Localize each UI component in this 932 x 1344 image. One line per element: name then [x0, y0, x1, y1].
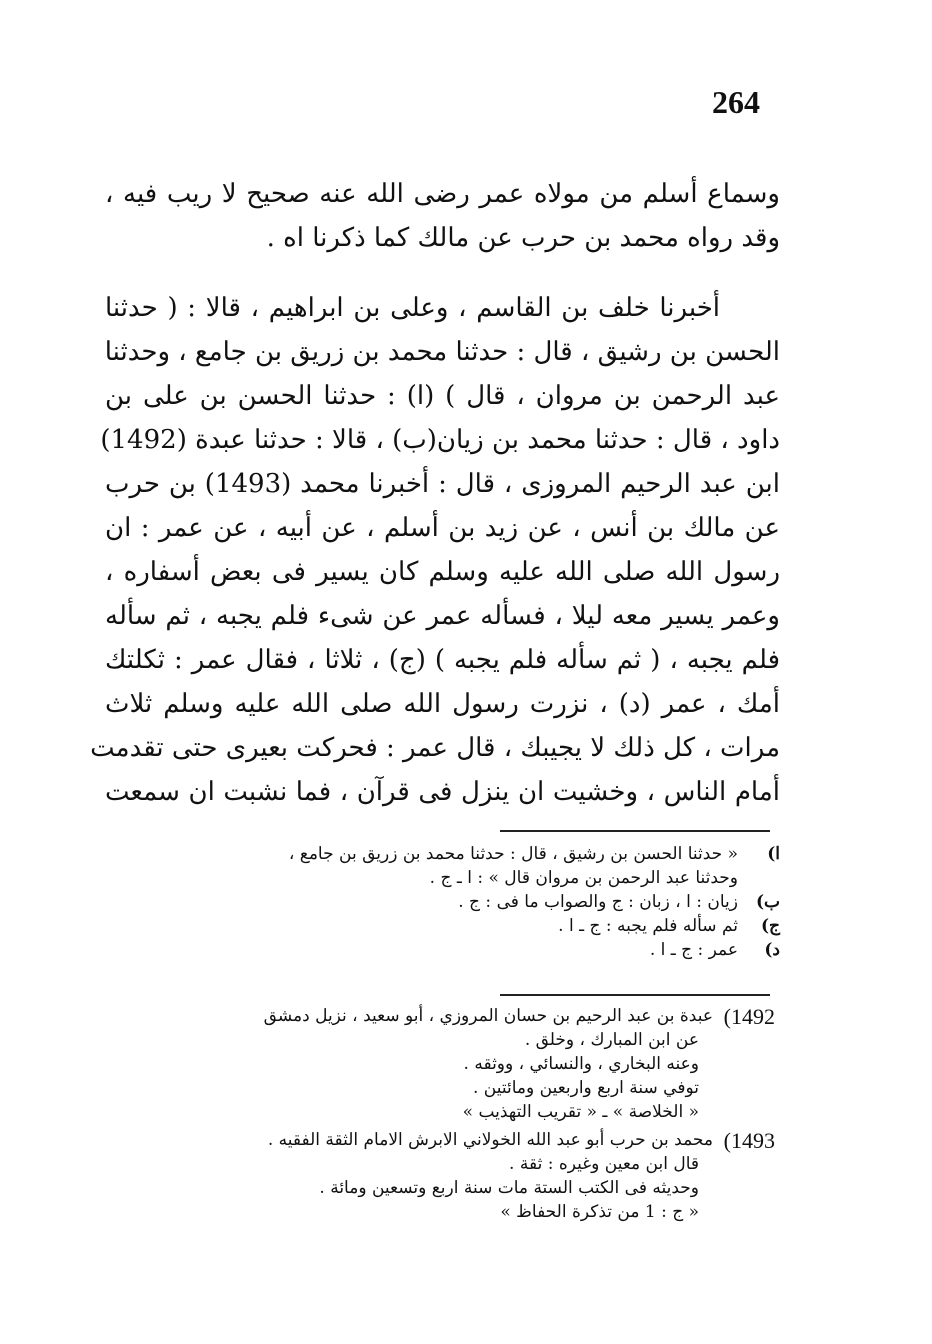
biography-number: 1493) — [723, 1128, 775, 1153]
text-line: مرات ، كل ذلك لا يجيبك ، قال عمر : فحركت بعيرى حتى تقدمت — [90, 733, 780, 763]
text-line: رسول الله صلى الله عليه وسلم كان يسير فى بعض أسفاره ، — [105, 557, 780, 587]
text-line: أمام الناس ، وخشيت ان ينزل فى قرآن ، فما نشبت ان سمعت — [105, 777, 780, 807]
page-number: 264 — [712, 84, 760, 120]
biography-line: وحديثه فى الكتب الستة مات سنة اربع وتسعين ومائة . — [319, 1178, 699, 1198]
biography-line: « ج : 1 من تذكرة الحفاظ » — [500, 1202, 699, 1222]
text-line: عبد الرحمن بن مروان ، قال ) (ا) : حدثنا الحسن بن على بن — [105, 381, 780, 411]
biography-entry — [110, 1004, 775, 1124]
variant-note — [110, 842, 780, 890]
text-line: أمك ، عمر (د) ، نزرت رسول الله صلى الله عليه وسلم ثلاث — [105, 689, 780, 719]
text-line: وسماع أسلم من مولاه عمر رضى الله عنه صحيح لا ريب فيه ، — [105, 179, 780, 209]
biography-line: عبدة بن عبد الرحيم بن حسان المروزي ، أبو سعيد ، نزيل دمشق — [263, 1006, 713, 1026]
note-mark: د) — [764, 940, 780, 960]
main-text — [90, 172, 780, 814]
text-line: ابن عبد الرحيم المروزى ، قال : أخبرنا محمد (1493) بن حرب — [105, 469, 780, 499]
biography-line: عن ابن المبارك ، وخلق . — [524, 1030, 699, 1050]
text-line: داود ، قال : حدثنا محمد بن زيان(ب) ، قالا : حدثنا عبدة (1492) — [100, 425, 780, 455]
note-line: ثم سأله فلم يجبه : ج ـ ا . — [558, 916, 738, 936]
biography-line: توفي سنة اربع واربعين ومائتين . — [472, 1078, 699, 1098]
paragraph-1 — [105, 172, 780, 260]
text-line: الحسن بن رشيق ، قال : حدثنا محمد بن زريق بن جامع ، وحدثنا — [104, 337, 780, 367]
footnote-divider — [500, 830, 770, 832]
biography-line: محمد بن حرب أبو عبد الله الخولاني الابرش الامام الثقة الفقيه . — [267, 1130, 713, 1150]
footnote-divider — [500, 994, 770, 996]
variant-note — [110, 890, 780, 914]
note-line: عمر : ج ـ ا . — [649, 940, 738, 960]
biography-notes — [110, 1004, 775, 1224]
variant-notes — [110, 842, 780, 962]
note-mark: ب) — [755, 892, 780, 912]
text-line: عن مالك بن أنس ، عن زيد بن أسلم ، عن أبيه ، عن عمر : ان — [105, 513, 780, 543]
variant-note — [110, 938, 780, 962]
text-line: وقد رواه محمد بن حرب عن مالك كما ذكرنا اه . — [266, 223, 780, 253]
biography-line: « الخلاصة » ـ « تقريب التهذيب » — [462, 1102, 699, 1122]
variant-note — [110, 914, 780, 938]
biography-line: قال ابن معين وغيره : ثقة . — [509, 1154, 699, 1174]
biography-number: 1492) — [723, 1004, 775, 1029]
paragraph-2 — [90, 286, 780, 814]
note-mark: ا) — [767, 844, 780, 864]
text-line: وعمر يسير معه ليلا ، فسأله عمر عن شىء فلم يجبه ، ثم سأله — [105, 601, 780, 631]
biography-line: وعنه البخاري ، والنسائي ، ووثقه . — [463, 1054, 699, 1074]
note-line: زيان : ا ، زبان : ج والصواب ما فى : ج . — [458, 892, 738, 912]
note-mark: ج) — [760, 916, 780, 936]
text-line: فلم يجبه ، ( ثم سأله فلم يجبه ) (ج) ، ثلاثا ، فقال عمر : ثكلتك — [105, 645, 780, 675]
text-line: أخبرنا خلف بن القاسم ، وعلى بن ابراهيم ، قالا : ( حدثنا — [105, 293, 720, 323]
biography-entry — [110, 1128, 775, 1224]
note-line: وحدثنا عبد الرحمن بن مروان قال » : ا ـ ج . — [429, 868, 738, 888]
note-line: « حدثنا الحسن بن رشيق ، قال : حدثنا محمد بن زريق بن جامع ، — [288, 844, 738, 864]
